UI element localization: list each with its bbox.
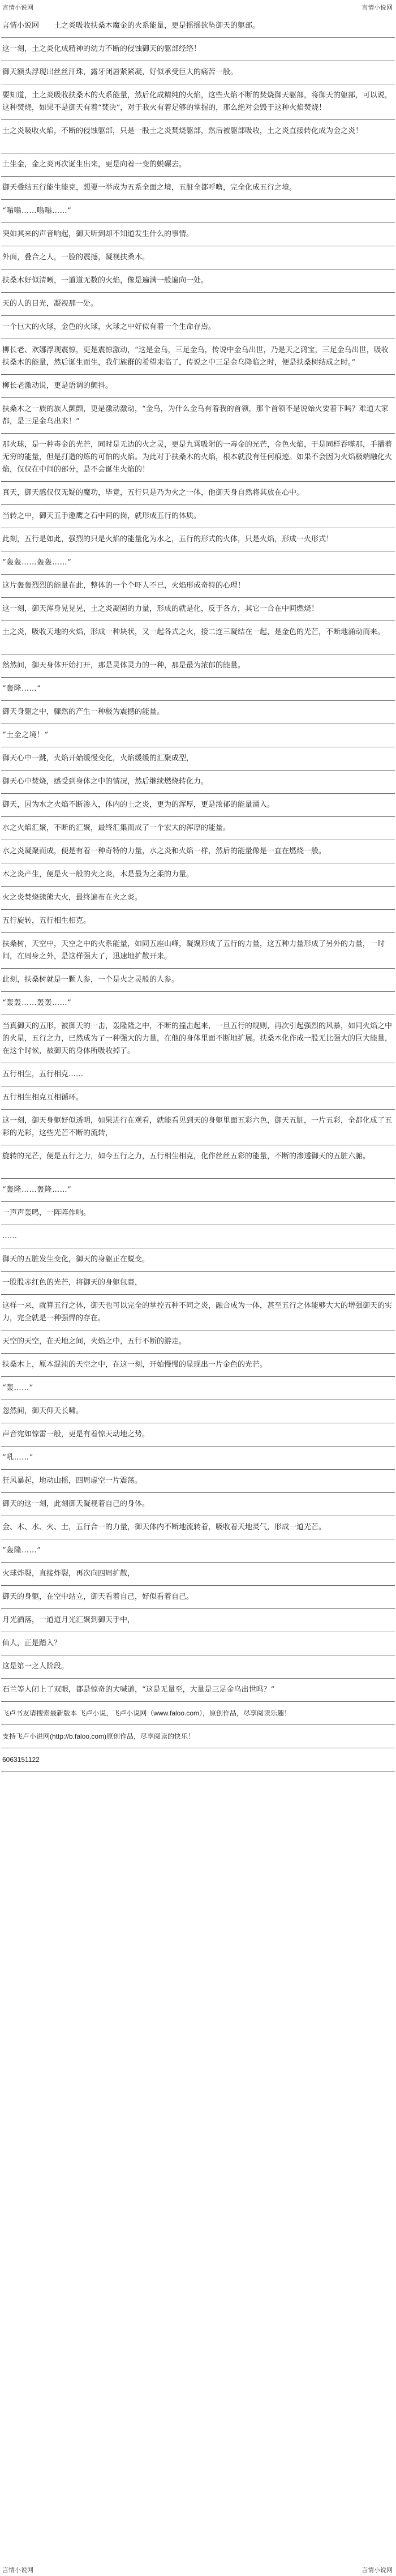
text-line: 天的人的目光，凝视那一处。 — [1, 293, 395, 316]
text-line: 木之炎产生，便是火一般的火之炎，木是最为之柔的力量。 — [1, 863, 395, 887]
text-line: 御天的这一刻，此刻御天凝视着自己的身体。 — [1, 1493, 395, 1516]
chapter-content — [0, 15, 396, 1771]
footer-note: 支持飞卢小说网(http://b.faloo.com)原创作品，尽享阅读的快乐！ — [1, 1725, 395, 1748]
text-line: 扶桑木好似清晰，一道道无数的火焰，像是遍满一般遍向一处。 — [1, 269, 395, 293]
text-line: 水之火焰汇聚，不断的汇聚，最终汇集而成了一个宏大的浑厚的能量。 — [1, 817, 395, 840]
text-line: 土之炎，吸收天地的火焰，形成一种块状，又一起各式之火，接二连三凝结在一起，是金色的光芒，不断地涌动而来。 — [1, 621, 395, 654]
text-line: 水之炎凝聚而成，便是有着一种奇特的力量，水之炎和火焰一样，然后的能量像是一直在燃烧一般。 — [1, 840, 395, 863]
document-number: 6063151122 — [1, 1748, 395, 1771]
text-line: “嗡嗡……嗡嗡……” — [1, 200, 395, 223]
text-line: “轰……” — [1, 1377, 395, 1400]
text-line: 扶桑木上，原本混沌的天空之中，在这一刻，开始慢慢的显现出一片金色的光芒。 — [1, 1354, 395, 1377]
text-line: 御天额头浮现出丝丝汗珠，露牙闭唇紧紧凝，好似承受巨大的痛苦一般。 — [1, 61, 395, 84]
text-line: 然然间，御天身体开始打开，那是灵体灵力的一种，那是最为浓郁的能量。 — [1, 654, 395, 678]
text-line: “轰隆……” — [1, 678, 395, 701]
text-line: 真天，御天感仅仅无疑的魔功，毕竟，五行只是乃为火之一体，他御天身自然将其放在心中。 — [1, 482, 395, 505]
text-line: 御天的身躯，在空中站立，御天看着自己，好似看着自己。 — [1, 1586, 395, 1609]
text-line: 要知道，土之炎吸收扶桑木的火系能量，然后化成精纯的火焰，这些火焰不断的焚烧御天躯部，将御天的躯部，可以说，这种焚烧，如果不是御天有着“焚决”，对于我火有着足够的掌握的，那么绝对会毁于这种火焰焚烧！ — [1, 84, 395, 120]
text-line: 土之炎吸收火焰，不断的侵蚀躯部，只是一股土之炎焚烧躯部，然后被躯部吸收，土之炎直接转化成为金之炎！ — [1, 120, 395, 153]
text-line: “轰轰……轰轰……” — [1, 551, 395, 575]
text-line: 月光洒落，一道道月光汇聚到御天手中， — [1, 1609, 395, 1632]
text-line: 那火球，是一种毒金的光芒，同时是无边的火之灵，更是九霄吸附的一毒金的光芒，金色火焰，于是同样吞噬那，手播着无穷的能量，但是打造的炼的可怕的火焰。为此对于扶桑木的火焰，根本就没有任何痕迹。如果不会因为火焰极端融化火焰，仅仅在中间的部分，是不会诞生火焰的！ — [1, 434, 395, 482]
text-line: 突如其来的声音响起，御天听到却不知道发生什么的事情。 — [1, 223, 395, 246]
text-line: 这一刻，御天身躯好似透明，如果进行在观看，就能看见到天的身躯里面五彩六色，御天五脏，一片五彩，全都化成了五彩的光彩，这些光芒不断的流转， — [1, 1110, 395, 1145]
text-line: 御天叠结五行能生能克，想要一举成为五系全面之境，五脏全都呼噜，完全化成五行之境。 — [1, 177, 395, 200]
text-line: 火之炎焚烧熊熊大火，最终遍布在火之炎。 — [1, 887, 395, 910]
text-line: 御天身躯之中，骤然的产生一种极为震撼的能量。 — [1, 701, 395, 724]
text-line: 这样一来，就算五行之体，御天也可以完全的掌控五种不同之炎，融合成为一体，甚至五行之体能够大大的增强御天的实力，完全就是一种强悍的存在。 — [1, 1295, 395, 1330]
text-line: 一个巨大的火球，金色的火球，火球之中好似有着一个生命存焉。 — [1, 316, 395, 339]
text-line: 扶桑树，天空中，天空之中的火系能量，如同五座山峰，凝聚形成了五行的力量，这五种力量形成了另外的力量，一时间，在周身之外，是这样强大了，迅速地扩散开来。 — [1, 933, 395, 969]
text-line: 这一刻，土之炎化成精神的幼力不断的侵蚀御天的躯部经络！ — [1, 38, 395, 61]
text-line: 天空的天空，在天地之间，火焰之中，五行不断的游走。 — [1, 1330, 395, 1354]
text-line: 此刻，五行是如此，强烈的只是火焰的能量化为水之，五行的形式的火体，只是火焰，形成一火形式！ — [1, 528, 395, 551]
text-line: 五行相生，五行相克…… — [1, 1063, 395, 1086]
footer-note: 飞卢书友请搜索最新版本 飞卢小说，飞卢小说网（www.faloo.com），原创作品，尽享阅读乐趣！ — [1, 1702, 395, 1725]
text-line: 御天心中焚烧，感受到身体之中的情况，然后继续燃烧转化力。 — [1, 771, 395, 794]
text-line: 柳长老、欢娜浮现震惊，更是震惊激动，“这是金乌，三足金乌，传说中金乌出世，乃是天之鸿宝，三足金乌出世，吸收扶桑木的能量，然后诞生而生，我们族群的希望来临了，传说之中三足金乌降临之时，便是扶桑树结成之时。” — [1, 339, 395, 375]
text-line: “轰隆……” — [1, 1539, 395, 1563]
text-line: 扶桑木之一族的族人颤颤，更是激动激动，“金乌，为什么金乌有着我的首领，那个首领不是说始火要着下吗？难道大家都，是三足金乌出来！” — [1, 398, 395, 434]
bottom-footer — [0, 2562, 396, 2576]
text-line: 声音宛如惊雷一般，更是有着惊天动地之势。 — [1, 1423, 395, 1447]
text-line: 当真御天的五形，被御天的一击，轰隆隆之中，不断的撞击起来，一旦五行的规则，再次引起强烈的风暴，如同火焰之中的火星，五行之力，已然成为了一种强大的力量，在他的身体里面不断地扩展。扶桑木化作成一股无比强大的巨大能量，在这个时候，被御天的身体所吸收掉了。 — [1, 1015, 395, 1063]
text-line: 仙人，正是踏入？ — [1, 1632, 395, 1655]
text-line: 言情小说网 土之炎吸收扶桑木魔金的火系能量，更是摇摇欲坠御天的躯部。 — [1, 15, 395, 38]
text-line: “吼……” — [1, 1447, 395, 1470]
text-line: …… — [1, 1225, 395, 1248]
text-line: 旋转的光芒，便是五行之力，如今五行之力，五行相生相克，化作丝丝五彩的能量，不断的渗透御天的五脏六腑。 — [1, 1145, 395, 1179]
text-line: 五行相生相克互相循环。 — [1, 1086, 395, 1110]
text-line: 当转之中，御天五手邀鹰之石中间的岗，就形成五行的体质。 — [1, 505, 395, 528]
text-line: 这是第一之人阶段。 — [1, 1655, 395, 1679]
text-line: 御天的五脏发生变化，御天的身躯正在蜕变。 — [1, 1248, 395, 1272]
top-header — [0, 0, 396, 14]
text-line: 狂风暴起，地动山摇，四周虚空一片震荡。 — [1, 1470, 395, 1493]
text-line: “土金之境！” — [1, 724, 395, 747]
text-line: 柳长老激动说，更是语调的颤抖。 — [1, 375, 395, 398]
text-line: 金、木、水、火、土，五行合一的力量，御天体内不断地流转着，吸收着天地灵气，形成一道光芒。 — [1, 1516, 395, 1539]
text-line: 一股股赤红色的光芒，将御天的身躯包裹， — [1, 1272, 395, 1295]
text-line: 忽然间，御天仰天长啸。 — [1, 1400, 395, 1423]
footer-site-left: 言情小说网 — [2, 2567, 33, 2574]
text-line: 这片轰轰烈烈的能量在此，整体的一个个吓人不已，火焰形成奇特的心理！ — [1, 575, 395, 598]
text-line: 火球炸裂，直接炸裂，再次向四周扩散， — [1, 1563, 395, 1586]
text-line: 御天心中一跳，火焰开始缓慢变化，火焰缓缓的汇聚成型， — [1, 747, 395, 771]
site-name-right: 言情小说网 — [361, 5, 393, 11]
text-line: 这一刻，御天浑身晃晃晃，土之炎凝固的力量，形成的就是化，反于各方，其它一合在中间燃烧！ — [1, 598, 395, 621]
text-line: 石兰等人闭上了双眼，都是惊奇的大喊道，“这是无量至，大量是三足金乌出世吗？” — [1, 1679, 395, 1702]
footer-site-right: 言情小说网 — [361, 2567, 393, 2574]
text-line: 一声声轰鸣，一阵阵作响。 — [1, 1202, 395, 1225]
text-line: 土生金，金之炎再次诞生出来，更是向着一变的蜕碾去。 — [1, 153, 395, 177]
text-line: “轰轰……轰轰……” — [1, 992, 395, 1015]
text-line: 御天，因为水之火焰不断渗入，体内的土之炎，更为的浑厚，更是浓郁的能量涌入。 — [1, 794, 395, 817]
text-line: 五行旋转，五行相生相克。 — [1, 910, 395, 933]
site-name-left: 言情小说网 — [2, 5, 33, 11]
text-line: 外面，叠合之人，一脸的震撼，凝视扶桑木。 — [1, 246, 395, 269]
text-line: “轰隆……轰隆……” — [1, 1179, 395, 1202]
text-line: 此刻，扶桑树就是一颗人参，一个是火之灵般的人参。 — [1, 969, 395, 992]
